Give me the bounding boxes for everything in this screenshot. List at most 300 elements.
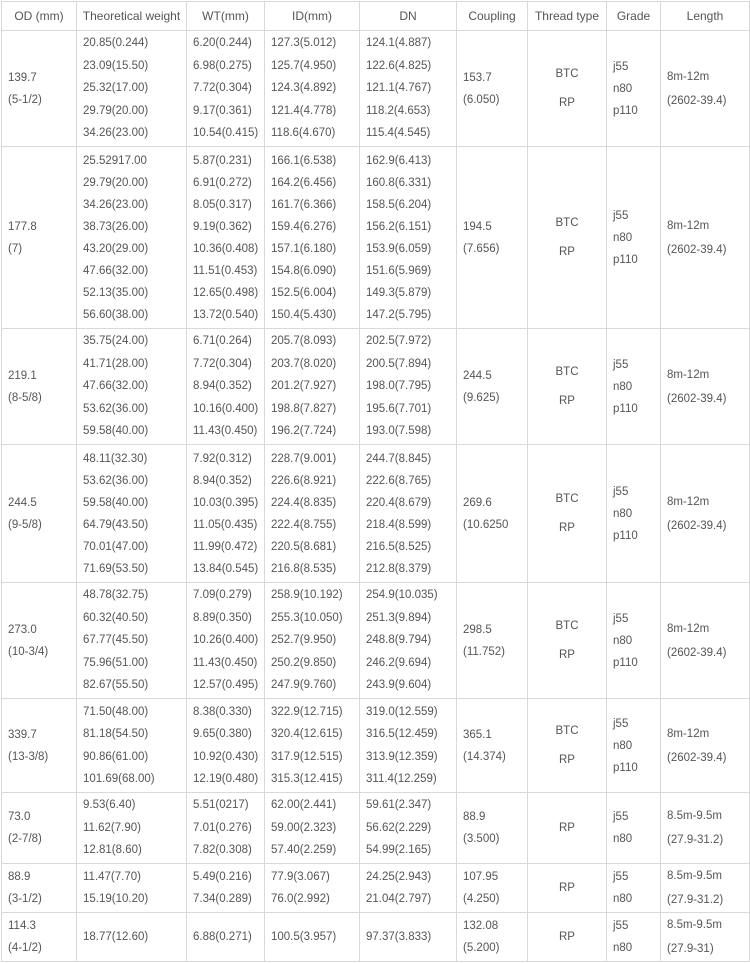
length-value: 8m-12m bbox=[667, 70, 710, 83]
wt-value: 7.72(0.304) bbox=[193, 82, 252, 95]
od-value: (8-5/8) bbox=[8, 391, 42, 404]
wt-value: 11.99(0.472) bbox=[193, 540, 258, 553]
wt-value: 10.36(0.408) bbox=[193, 242, 259, 255]
thread-value: RP bbox=[559, 648, 575, 661]
coupling-value: (4.250) bbox=[463, 893, 500, 905]
id-value: 125.7(4.950) bbox=[271, 59, 337, 72]
wt-value: 8.89(0.350) bbox=[193, 611, 252, 624]
od-value: (4-1/2) bbox=[8, 942, 42, 954]
cell-od bbox=[2, 445, 77, 583]
cell-id bbox=[265, 445, 360, 583]
wt-value: 9.65(0.380) bbox=[193, 728, 252, 740]
grade-value: n80 bbox=[613, 507, 633, 520]
header-od: OD (mm) bbox=[2, 2, 77, 31]
id-value: 247.9(9.760) bbox=[271, 679, 337, 692]
weight-value: 18.77(12.60) bbox=[83, 930, 149, 943]
dn-value: 151.6(5.969) bbox=[366, 264, 432, 277]
grade-value: j55 bbox=[613, 485, 629, 498]
cell-id bbox=[265, 583, 360, 699]
wt-value: 9.17(0.361) bbox=[193, 104, 252, 117]
wt-value: 10.92(0.430) bbox=[193, 750, 259, 763]
id-value: 222.4(8.755) bbox=[271, 518, 337, 531]
thread-value: RP bbox=[559, 821, 575, 834]
od-value: 273.0 bbox=[8, 623, 37, 636]
cell-id bbox=[265, 699, 360, 793]
cell-wt bbox=[187, 31, 265, 147]
header-thread-type: Thread type bbox=[528, 2, 607, 31]
od-value: (9-5/8) bbox=[8, 518, 42, 531]
dn-value: 147.2(5.795) bbox=[366, 308, 432, 321]
weight-value: 9.53(6.40) bbox=[83, 799, 136, 812]
cell-length bbox=[661, 793, 750, 864]
weight-value: 41.71(28.00) bbox=[83, 357, 149, 370]
grade-value: n80 bbox=[613, 380, 633, 393]
cell-coupling bbox=[457, 31, 528, 147]
cell-coupling bbox=[457, 445, 528, 583]
thread-value: BTC bbox=[555, 216, 579, 229]
header-theoretical-weight: Theoretical weight bbox=[77, 2, 187, 31]
cell-length bbox=[661, 147, 750, 329]
cell-grade bbox=[607, 445, 661, 583]
dn-value: 313.9(12.359) bbox=[366, 750, 438, 763]
cell-id bbox=[265, 31, 360, 147]
length-value: 8m-12m bbox=[667, 219, 710, 232]
id-value: 205.7(8.093) bbox=[271, 335, 337, 348]
length-value: 8.5m-9.5m bbox=[667, 919, 722, 931]
cell-weight bbox=[77, 31, 187, 147]
cell-weight bbox=[77, 445, 187, 583]
table-row bbox=[2, 913, 750, 962]
id-value: 252.7(9.950) bbox=[271, 634, 337, 647]
od-value: 219.1 bbox=[8, 369, 37, 382]
cell-weight bbox=[77, 583, 187, 699]
weight-value: 101.69(68.00) bbox=[83, 773, 155, 785]
cell-dn bbox=[360, 793, 457, 864]
od-value: (7) bbox=[8, 242, 23, 255]
cell-dn bbox=[360, 329, 457, 445]
cell-coupling bbox=[457, 329, 528, 445]
dn-value: 153.9(6.059) bbox=[366, 242, 432, 255]
cell-id bbox=[265, 864, 360, 913]
id-value: 317.9(12.515) bbox=[271, 750, 343, 763]
length-value: 8.5m-9.5m bbox=[667, 870, 722, 882]
cell-grade bbox=[607, 329, 661, 445]
id-value: 127.3(5.012) bbox=[271, 37, 337, 50]
cell-length bbox=[661, 31, 750, 147]
grade-value: p110 bbox=[613, 656, 638, 669]
dn-value: 156.2(6.151) bbox=[366, 220, 432, 233]
thread-value: RP bbox=[559, 394, 575, 407]
weight-value: 81.18(54.50) bbox=[83, 728, 149, 740]
cell-id bbox=[265, 147, 360, 329]
id-value: 118.6(4.670) bbox=[271, 127, 336, 140]
cell-od bbox=[2, 864, 77, 913]
id-value: 157.1(6.180) bbox=[271, 242, 337, 255]
coupling-value: 107.95 bbox=[463, 871, 499, 883]
id-value: 250.2(9.850) bbox=[271, 656, 337, 669]
cell-dn bbox=[360, 864, 457, 913]
od-value: 73.0 bbox=[8, 811, 31, 823]
coupling-value: 244.5 bbox=[463, 369, 492, 382]
od-value: 139.7 bbox=[8, 71, 37, 84]
weight-value: 25.32(17.00) bbox=[83, 82, 149, 95]
length-value: (2602-39.4) bbox=[667, 751, 727, 764]
dn-value: 212.8(8.379) bbox=[366, 562, 432, 575]
od-value: 177.8 bbox=[8, 220, 37, 233]
weight-value: 82.67(55.50) bbox=[83, 679, 149, 692]
wt-value: 9.19(0.362) bbox=[193, 220, 252, 233]
od-value: 339.7 bbox=[8, 728, 37, 741]
wt-value: 5.87(0.231) bbox=[193, 154, 252, 167]
cell-length bbox=[661, 699, 750, 793]
length-value: (27.9-31) bbox=[667, 943, 714, 955]
id-value: 76.0(2.992) bbox=[271, 893, 330, 905]
cell-weight bbox=[77, 699, 187, 793]
cell-od bbox=[2, 31, 77, 147]
dn-value: 149.3(5.879) bbox=[366, 286, 432, 299]
grade-value: j55 bbox=[613, 60, 629, 73]
thread-value: BTC bbox=[555, 724, 579, 737]
table-row bbox=[2, 583, 750, 699]
cell-dn bbox=[360, 147, 457, 329]
header-grade: Grade bbox=[607, 2, 661, 31]
wt-value: 6.88(0.271) bbox=[193, 930, 252, 943]
id-value: 150.4(5.430) bbox=[271, 308, 337, 321]
dn-value: 202.5(7.972) bbox=[366, 335, 432, 348]
thread-value: BTC bbox=[555, 492, 579, 505]
dn-value: 97.37(3.833) bbox=[366, 930, 432, 943]
grade-value: n80 bbox=[613, 739, 633, 752]
cell-length bbox=[661, 864, 750, 913]
cell-id bbox=[265, 329, 360, 445]
cell-grade bbox=[607, 913, 661, 962]
cell-grade bbox=[607, 583, 661, 699]
id-value: 161.7(6.366) bbox=[271, 198, 337, 211]
weight-value: 53.62(36.00) bbox=[83, 474, 149, 487]
table-row bbox=[2, 329, 750, 445]
wt-value: 12.19(0.480) bbox=[193, 773, 259, 785]
length-value: 8m-12m bbox=[667, 368, 710, 381]
id-value: 59.00(2.323) bbox=[271, 821, 337, 834]
dn-value: 319.0(12.559) bbox=[366, 705, 438, 718]
weight-value: 52.13(35.00) bbox=[83, 286, 149, 299]
grade-value: p110 bbox=[613, 529, 638, 542]
wt-value: 8.94(0.352) bbox=[193, 474, 252, 487]
grade-value: n80 bbox=[613, 634, 633, 647]
weight-value: 20.85(0.244) bbox=[83, 37, 149, 50]
length-value: (27.9-31.2) bbox=[667, 834, 724, 846]
table-row bbox=[2, 445, 750, 583]
wt-value: 5.49(0.216) bbox=[193, 870, 252, 883]
id-value: 121.4(4.778) bbox=[271, 104, 337, 117]
coupling-value: (6.050) bbox=[463, 93, 500, 106]
cell-wt bbox=[187, 445, 265, 583]
grade-value: p110 bbox=[613, 761, 638, 774]
id-value: 57.40(2.259) bbox=[271, 844, 337, 857]
dn-value: 124.1(4.887) bbox=[366, 37, 432, 50]
wt-value: 11.05(0.435) bbox=[193, 518, 258, 531]
wt-value: 10.54(0.415) bbox=[193, 127, 259, 140]
cell-coupling bbox=[457, 864, 528, 913]
id-value: 216.8(8.535) bbox=[271, 562, 337, 575]
cell-weight bbox=[77, 793, 187, 864]
length-value: 8m-12m bbox=[667, 727, 710, 740]
cell-weight bbox=[77, 913, 187, 962]
cell-wt bbox=[187, 864, 265, 913]
cell-thread bbox=[528, 793, 607, 864]
dn-value: 198.0(7.795) bbox=[366, 380, 432, 393]
weight-value: 23.09(15.50) bbox=[83, 59, 149, 72]
dn-value: 115.4(4.545) bbox=[366, 127, 431, 140]
coupling-value: (14.374) bbox=[463, 750, 506, 763]
grade-value: j55 bbox=[613, 209, 629, 222]
length-value: (2602-39.4) bbox=[667, 646, 727, 659]
dn-value: 122.6(4.825) bbox=[366, 59, 432, 72]
weight-value: 47.66(32.00) bbox=[83, 264, 149, 277]
coupling-value: 298.5 bbox=[463, 623, 492, 636]
od-value: (2-7/8) bbox=[8, 833, 42, 845]
id-value: 100.5(3.957) bbox=[271, 930, 337, 943]
grade-value: j55 bbox=[613, 358, 629, 371]
cell-grade bbox=[607, 864, 661, 913]
weight-value: 43.20(29.00) bbox=[83, 242, 149, 255]
length-value: 8m-12m bbox=[667, 622, 710, 635]
length-value: (27.9-31.2) bbox=[667, 894, 724, 906]
wt-value: 7.92(0.312) bbox=[193, 452, 252, 465]
id-value: 258.9(10.192) bbox=[271, 589, 343, 602]
weight-value: 53.62(36.00) bbox=[83, 402, 149, 415]
id-value: 220.5(8.681) bbox=[271, 540, 337, 553]
id-value: 315.3(12.415) bbox=[271, 773, 343, 785]
wt-value: 10.16(0.400) bbox=[193, 402, 259, 415]
wt-value: 8.38(0.330) bbox=[193, 705, 252, 718]
cell-thread bbox=[528, 31, 607, 147]
dn-value: 59.61(2.347) bbox=[366, 799, 432, 812]
dn-value: 243.9(9.604) bbox=[366, 679, 432, 692]
cell-od bbox=[2, 329, 77, 445]
id-value: 224.4(8.835) bbox=[271, 496, 337, 509]
weight-value: 64.79(43.50) bbox=[83, 518, 149, 531]
thread-value: RP bbox=[559, 96, 575, 109]
dn-value: 54.99(2.165) bbox=[366, 844, 432, 857]
weight-value: 29.79(20.00) bbox=[83, 176, 149, 189]
cell-grade bbox=[607, 31, 661, 147]
coupling-value: (11.752) bbox=[463, 645, 505, 658]
cell-weight bbox=[77, 864, 187, 913]
cell-thread bbox=[528, 445, 607, 583]
weight-value: 56.60(38.00) bbox=[83, 308, 149, 321]
grade-value: n80 bbox=[613, 231, 633, 244]
od-value: (3-1/2) bbox=[8, 893, 42, 905]
length-value: 8m-12m bbox=[667, 495, 710, 508]
cell-coupling bbox=[457, 699, 528, 793]
dn-value: 195.6(7.701) bbox=[366, 402, 432, 415]
od-value: 88.9 bbox=[8, 871, 31, 883]
dn-value: 248.8(9.794) bbox=[366, 634, 432, 647]
wt-value: 6.20(0.244) bbox=[193, 37, 252, 50]
weight-value: 60.32(40.50) bbox=[83, 611, 149, 624]
wt-value: 7.01(0.276) bbox=[193, 821, 252, 834]
header-length: Length bbox=[661, 2, 750, 31]
id-value: 154.8(6.090) bbox=[271, 264, 337, 277]
dn-value: 218.4(8.599) bbox=[366, 518, 432, 531]
cell-thread bbox=[528, 699, 607, 793]
id-value: 201.2(7.927) bbox=[271, 380, 337, 393]
dn-value: 162.9(6.413) bbox=[366, 154, 432, 167]
table-header-row bbox=[2, 2, 750, 31]
od-value: (13-3/8) bbox=[8, 750, 49, 763]
od-value: 244.5 bbox=[8, 496, 37, 509]
od-value: 114.3 bbox=[8, 920, 36, 932]
grade-value: p110 bbox=[613, 104, 638, 117]
cell-wt bbox=[187, 583, 265, 699]
cell-weight bbox=[77, 329, 187, 445]
thread-value: BTC bbox=[555, 365, 579, 378]
id-value: 320.4(12.615) bbox=[271, 728, 343, 740]
coupling-value: (5.200) bbox=[463, 942, 500, 954]
cell-thread bbox=[528, 913, 607, 962]
wt-value: 12.57(0.495) bbox=[193, 679, 259, 692]
cell-coupling bbox=[457, 147, 528, 329]
dn-value: 56.62(2.229) bbox=[366, 821, 432, 834]
cell-od bbox=[2, 793, 77, 864]
grade-value: n80 bbox=[613, 893, 633, 905]
thread-value: RP bbox=[559, 521, 575, 534]
weight-value: 11.47(7.70) bbox=[83, 870, 141, 883]
cell-dn bbox=[360, 699, 457, 793]
dn-value: 251.3(9.894) bbox=[366, 611, 432, 624]
table-row bbox=[2, 147, 750, 329]
id-value: 77.9(3.067) bbox=[271, 870, 330, 883]
id-value: 196.2(7.724) bbox=[271, 425, 337, 438]
id-value: 228.7(9.001) bbox=[271, 452, 337, 465]
cell-id bbox=[265, 793, 360, 864]
cell-dn bbox=[360, 31, 457, 147]
wt-value: 10.03(0.395) bbox=[193, 496, 259, 509]
table-row bbox=[2, 793, 750, 864]
header-wt: WT(mm) bbox=[187, 2, 265, 31]
dn-value: 216.5(8.525) bbox=[366, 540, 432, 553]
coupling-value: 88.9 bbox=[463, 811, 486, 823]
weight-value: 75.96(51.00) bbox=[83, 656, 149, 669]
dn-value: 158.5(6.204) bbox=[366, 198, 432, 211]
grade-value: j55 bbox=[613, 717, 629, 730]
cell-wt bbox=[187, 329, 265, 445]
wt-value: 10.26(0.400) bbox=[193, 634, 259, 647]
cell-thread bbox=[528, 329, 607, 445]
table-body bbox=[2, 31, 750, 962]
dn-value: 160.8(6.331) bbox=[366, 176, 432, 189]
coupling-value: 365.1 bbox=[463, 728, 492, 741]
table-row bbox=[2, 864, 750, 913]
grade-value: p110 bbox=[613, 402, 638, 415]
weight-value: 59.58(40.00) bbox=[83, 496, 149, 509]
cell-length bbox=[661, 583, 750, 699]
weight-value: 71.50(48.00) bbox=[83, 705, 149, 718]
wt-value: 8.05(0.317) bbox=[193, 198, 252, 211]
thread-value: RP bbox=[559, 881, 575, 894]
cell-grade bbox=[607, 793, 661, 864]
coupling-value: 194.5 bbox=[463, 220, 492, 233]
cell-od bbox=[2, 147, 77, 329]
weight-value: 67.77(45.50) bbox=[83, 634, 149, 647]
length-value: (2602-39.4) bbox=[667, 94, 727, 107]
dn-value: 222.6(8.765) bbox=[366, 474, 432, 487]
dn-value: 311.4(12.259) bbox=[366, 773, 437, 785]
wt-value: 6.91(0.272) bbox=[193, 176, 252, 189]
wt-value: 8.94(0.352) bbox=[193, 380, 252, 393]
weight-value: 38.73(26.00) bbox=[83, 220, 149, 233]
wt-value: 11.43(0.450) bbox=[193, 425, 258, 438]
coupling-value: (3.500) bbox=[463, 833, 500, 845]
length-value: (2602-39.4) bbox=[667, 243, 727, 256]
weight-value: 59.58(40.00) bbox=[83, 425, 149, 438]
weight-value: 70.01(47.00) bbox=[83, 540, 149, 553]
length-value: (2602-39.4) bbox=[667, 392, 727, 405]
cell-coupling bbox=[457, 583, 528, 699]
od-value: (5-1/2) bbox=[8, 93, 42, 106]
table-row bbox=[2, 699, 750, 793]
dn-value: 246.2(9.694) bbox=[366, 656, 432, 669]
dn-value: 193.0(7.598) bbox=[366, 425, 432, 438]
id-value: 226.6(8.921) bbox=[271, 474, 337, 487]
weight-value: 12.81(8.60) bbox=[83, 844, 142, 857]
dn-value: 24.25(2.943) bbox=[366, 870, 432, 883]
id-value: 62.00(2.441) bbox=[271, 799, 337, 812]
thread-value: RP bbox=[559, 930, 575, 943]
weight-value: 90.86(61.00) bbox=[83, 750, 149, 763]
cell-dn bbox=[360, 913, 457, 962]
cell-wt bbox=[187, 913, 265, 962]
id-value: 164.2(6.456) bbox=[271, 176, 337, 189]
cell-weight bbox=[77, 147, 187, 329]
cell-wt bbox=[187, 147, 265, 329]
cell-length bbox=[661, 329, 750, 445]
wt-value: 6.71(0.264) bbox=[193, 335, 252, 348]
grade-value: p110 bbox=[613, 253, 638, 266]
thread-value: BTC bbox=[555, 619, 579, 632]
grade-value: j55 bbox=[613, 612, 629, 625]
dn-value: 21.04(2.797) bbox=[366, 893, 432, 905]
id-value: 203.7(8.020) bbox=[271, 357, 337, 370]
coupling-value: 132.08 bbox=[463, 920, 499, 932]
weight-value: 29.79(20.00) bbox=[83, 104, 149, 117]
dn-value: 220.4(8.679) bbox=[366, 496, 432, 509]
wt-value: 7.09(0.279) bbox=[193, 589, 252, 602]
grade-value: n80 bbox=[613, 942, 633, 954]
cell-grade bbox=[607, 147, 661, 329]
grade-value: n80 bbox=[613, 82, 633, 95]
cell-coupling bbox=[457, 913, 528, 962]
dn-value: 121.1(4.767) bbox=[366, 82, 432, 95]
weight-value: 34.26(23.00) bbox=[83, 198, 149, 211]
header-dn: DN bbox=[360, 2, 457, 31]
coupling-value: 153.7 bbox=[463, 71, 492, 84]
wt-value: 7.72(0.304) bbox=[193, 357, 252, 370]
weight-value: 25.52917.00 bbox=[83, 154, 147, 167]
weight-value: 48.78(32.75) bbox=[83, 589, 149, 602]
header-coupling: Coupling bbox=[457, 2, 528, 31]
id-value: 159.4(6.276) bbox=[271, 220, 337, 233]
thread-value: RP bbox=[559, 753, 575, 766]
weight-value: 11.62(7.90) bbox=[83, 821, 141, 834]
dn-value: 118.2(4.653) bbox=[366, 104, 431, 117]
id-value: 152.5(6.004) bbox=[271, 286, 337, 299]
od-value: (10-3/4) bbox=[8, 645, 49, 658]
cell-length bbox=[661, 445, 750, 583]
wt-value: 5.51(0217) bbox=[193, 799, 249, 812]
dn-value: 254.9(10.035) bbox=[366, 589, 438, 602]
